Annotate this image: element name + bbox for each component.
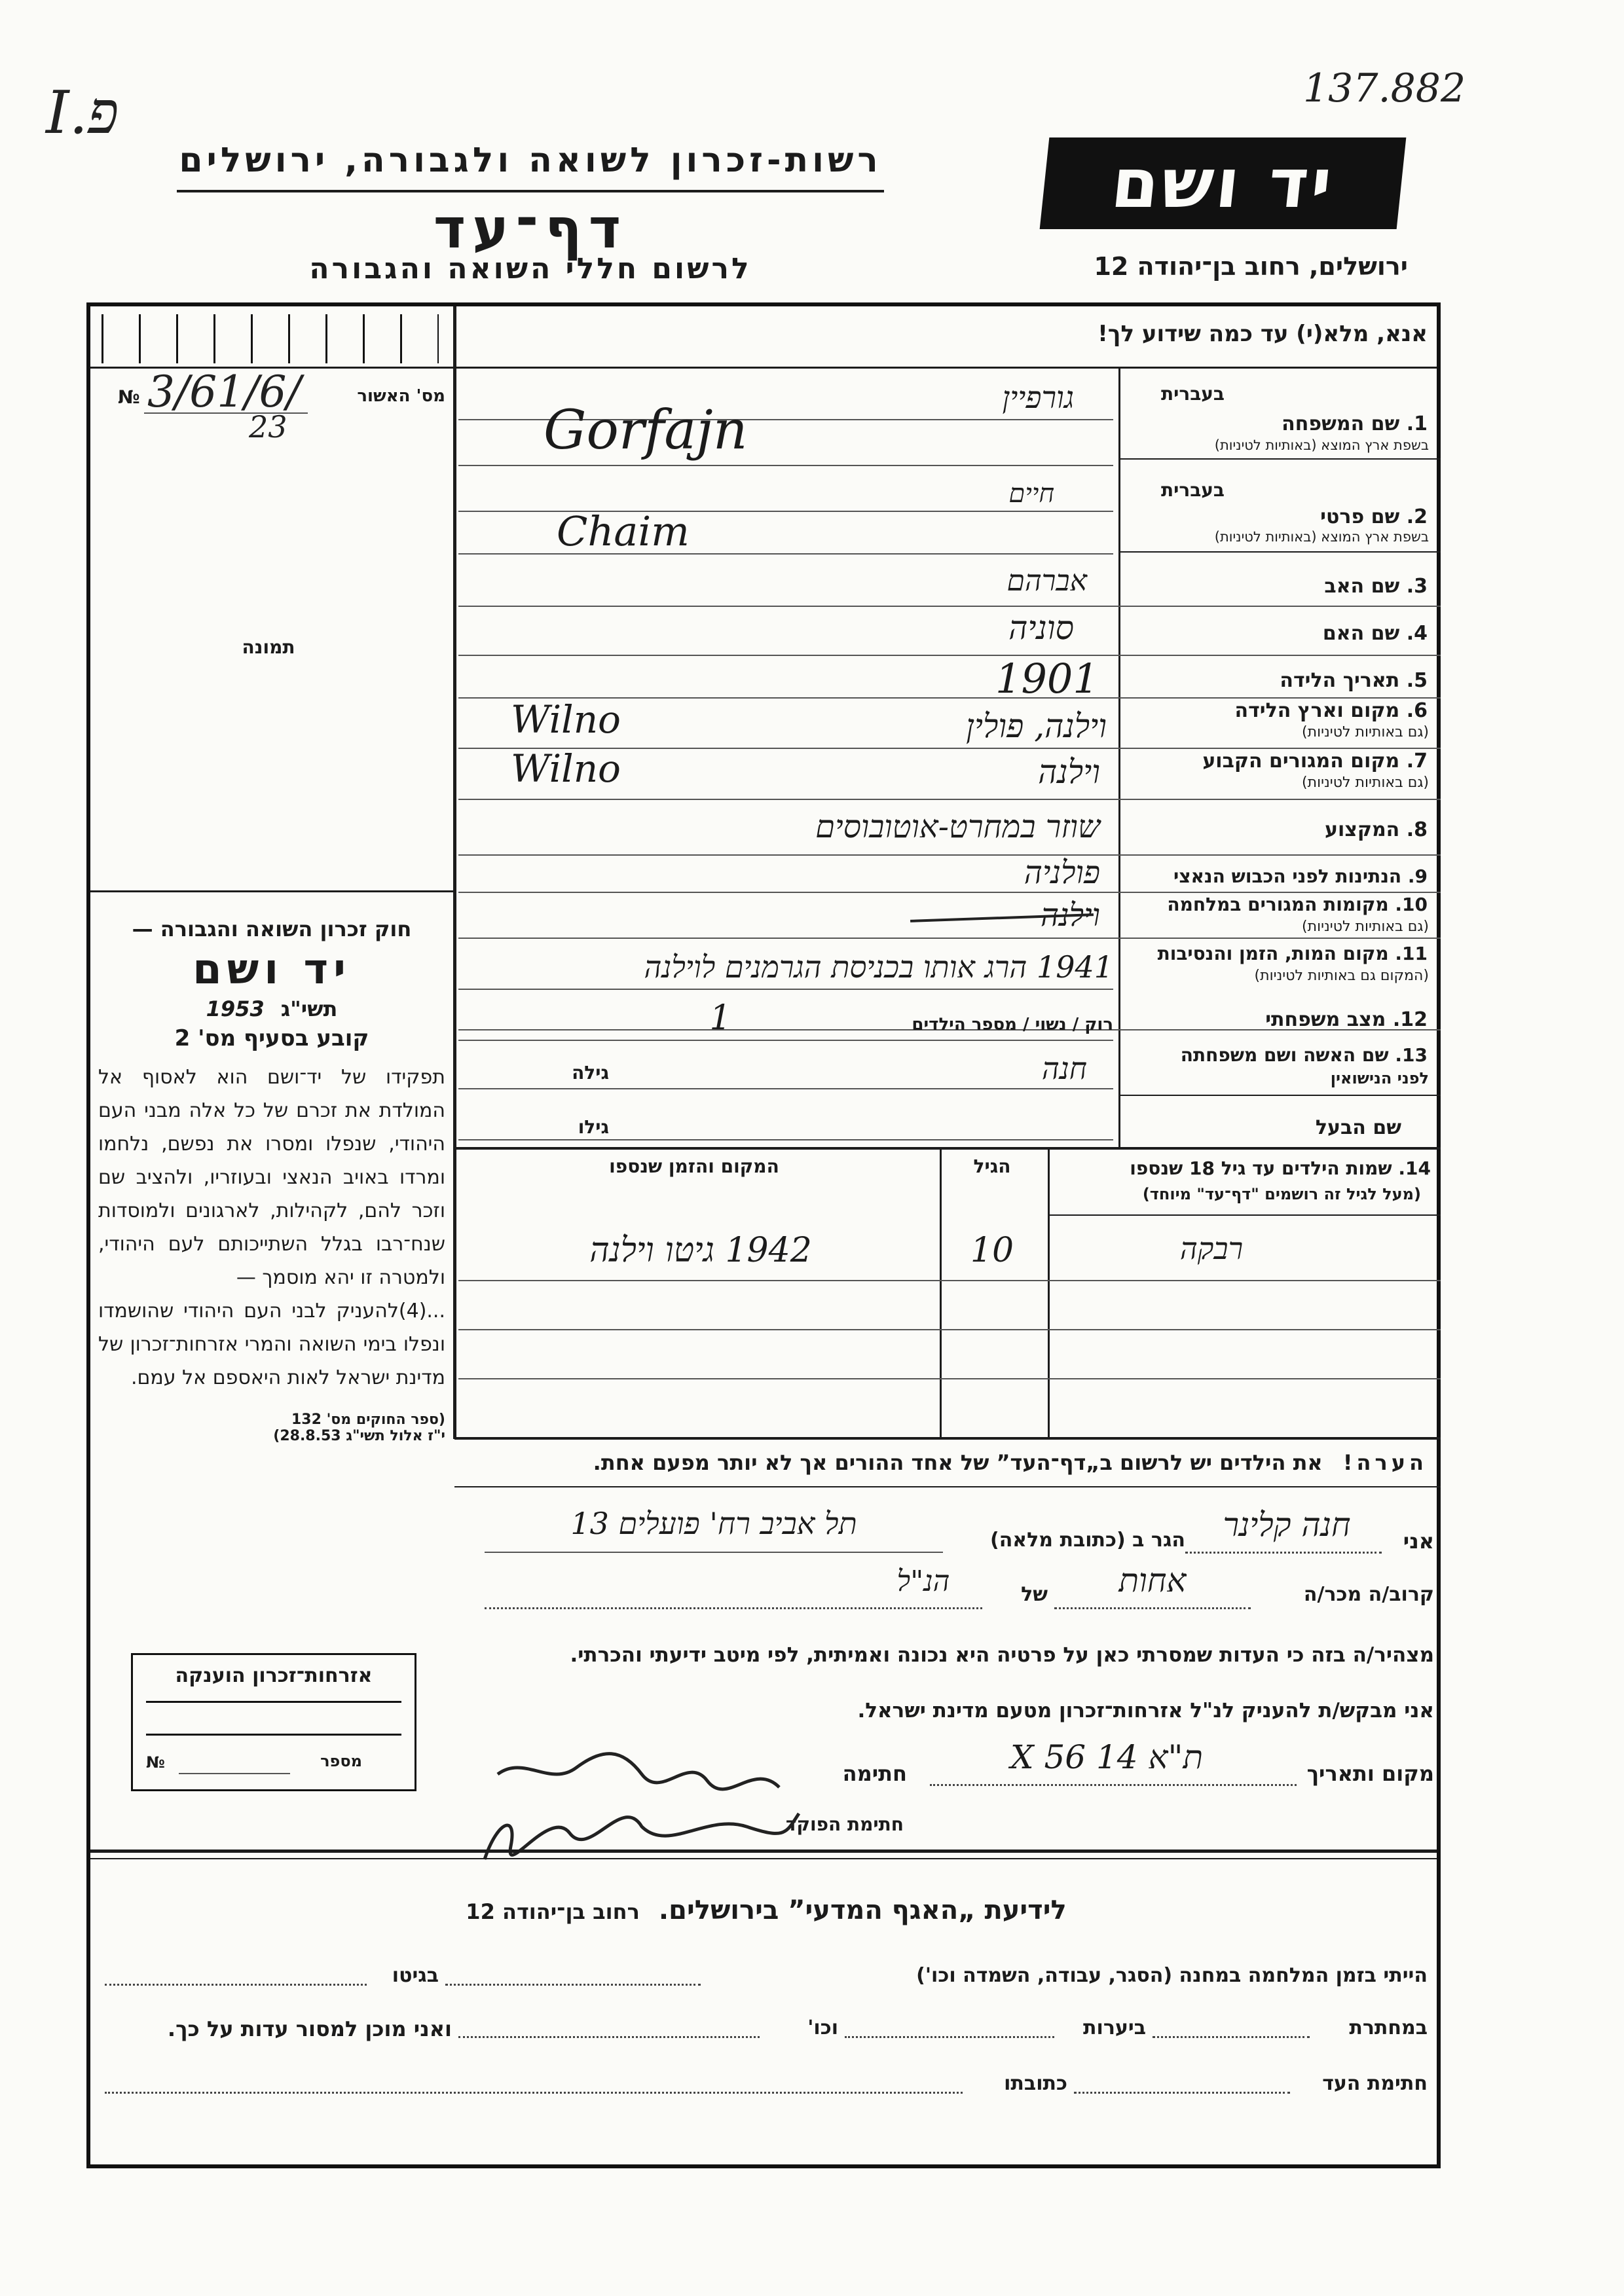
declaration-relation-line <box>1054 1607 1251 1609</box>
corner-mark-right: 137.882 <box>1303 65 1466 111</box>
field-9-label: 9. הנתינות לפני הכבוש הנאצי <box>1173 866 1428 887</box>
declaration-place-date-label: מקום ותאריך <box>1306 1761 1434 1786</box>
declaration-residing-label: הגר ב (כתובת מלאה) <box>989 1529 1185 1552</box>
form-title: דף־עד <box>433 196 628 261</box>
field-13-age-line <box>458 1088 530 1089</box>
field-6-value: וילנה, פולין <box>966 707 1107 745</box>
field-13-age-label: גילה <box>572 1062 609 1084</box>
info-top-rule-2 <box>90 1858 1437 1859</box>
info-camp-blank <box>445 1984 701 1986</box>
logo-text: יד ושם <box>1107 143 1338 223</box>
info-title: לידיעת „האגף המדעי” בירושלים. <box>658 1895 1067 1925</box>
children-place-header: המקום והזמן שנספו <box>609 1156 779 1177</box>
field-1-sub: בשפת ארץ המוצא (באותיות לטיניות) <box>1214 437 1429 453</box>
left-column-divider <box>453 306 456 1439</box>
declaration-address-line <box>485 1552 943 1553</box>
field-1-latin-line <box>458 465 1113 466</box>
row-line-1 <box>1120 458 1441 460</box>
husband-label: שם הבעל <box>1315 1116 1401 1139</box>
field-11-label: 11. מקום המות, הזמן והנסיבות <box>1157 943 1428 964</box>
declaration-relation-value: אחות <box>1118 1561 1187 1599</box>
field-13-label: 13. שם האשה ושם משפחתה <box>1180 1044 1428 1066</box>
children-title: 14. שמות הילדים עד גיל 18 שנספו <box>1130 1157 1431 1179</box>
law-title: חוק זכרון השואה והגבורה — <box>132 917 412 941</box>
law-block <box>98 917 445 1444</box>
info-underground-label: במחתרת <box>1349 2016 1428 2039</box>
field-13-value: חנה <box>1041 1051 1087 1086</box>
field-6-label: 6. מקום וארץ הלידה <box>1234 699 1428 722</box>
info-top-rule <box>90 1850 1437 1853</box>
info-address-label: כתובתו <box>1004 2072 1067 2095</box>
instruction-text: אנא, מלא(י) עד כמה שידוע לך! <box>1098 321 1428 347</box>
field-3-label: 3. שם האב <box>1324 575 1428 598</box>
law-body-2: ...(4)להעניק לבני העם היהודי שהושמדו ונפלו בימי השואה והמרי אזרחות־זכרון של מדינת ישראל לאות היאספם אל עמם. <box>98 1300 445 1389</box>
approval-number-sign: № <box>118 386 140 408</box>
row-line-13 <box>1120 1095 1441 1096</box>
field-1-latin-value: Gorfajn <box>544 399 748 462</box>
field-9-line <box>458 892 1441 893</box>
children-col-age-left <box>940 1149 942 1437</box>
declaration-officer-label: חתימת הפוקד <box>785 1813 904 1835</box>
field-5-value: 1901 <box>995 655 1099 702</box>
note-text: את הילדים יש לרשום ב„דף־העד” של אחד ההורים אך לא יותר מפעם אחת. <box>593 1450 1323 1475</box>
citizenship-number-line <box>179 1773 290 1774</box>
info-ghetto-blank <box>105 1984 367 1986</box>
children-row-line-3 <box>458 1378 1441 1379</box>
info-address-blank <box>105 2092 963 2094</box>
info-underground-blank <box>1153 2036 1310 2038</box>
law-hebrew-year: תשי"ג <box>280 996 338 1021</box>
field-9-value: פולניה <box>1024 854 1100 891</box>
field-6-sub: (גם באותיות לטיניות) <box>1302 724 1429 740</box>
citizenship-number-sign: № <box>146 1753 165 1772</box>
note-bottom-rule <box>454 1486 1441 1487</box>
field-10-sub: (גם באותיות לטיניות) <box>1302 919 1429 935</box>
child-1-age: 10 <box>970 1231 1014 1270</box>
field-11-value: 1941 הרג אותו בכניסת הגרמנים לוילנה <box>644 949 1113 985</box>
field-12-value: 1 <box>709 998 731 1038</box>
info-etc-label: וכו' <box>807 2016 838 2039</box>
field-4-line <box>458 655 1441 656</box>
label-column-divider <box>1118 368 1120 1148</box>
field-2-hebrew-value: חיים <box>1008 479 1054 509</box>
declaration-address-value: תל אביב רח' פועלים 13 <box>570 1506 857 1541</box>
law-citation-1: (ספר החוקים מס' 132 <box>291 1412 445 1428</box>
field-8-value: שוזר במחרט-אוטובוסים <box>815 809 1100 845</box>
info-witness-sig-blank <box>1074 2092 1290 2094</box>
children-row-line-2 <box>458 1329 1441 1330</box>
children-row-line-1 <box>458 1280 1441 1281</box>
field-5-label: 5. תאריך הלידה <box>1280 669 1428 692</box>
info-etc-blank <box>458 2036 760 2038</box>
law-year: 1953 <box>206 996 265 1021</box>
field-11-line-1 <box>458 989 1113 990</box>
approval-label: מס' האשור <box>357 386 445 406</box>
info-forests-blank <box>845 2036 1054 2038</box>
declaration-i-line <box>1185 1552 1382 1554</box>
declaration-signature-label: חתימה <box>842 1761 907 1786</box>
field-4-value: סוניה <box>1008 609 1074 647</box>
field-2-latin-line <box>458 553 1113 555</box>
declaration-place-date-value: ת"א 14 X 56 <box>1010 1738 1204 1776</box>
law-name: יד ושם <box>193 945 351 994</box>
field-4-label: 4. שם האם <box>1322 622 1428 645</box>
approval-number-sub: 23 <box>249 409 287 445</box>
photo-label: תמונה <box>242 636 295 658</box>
law-body: תפקידו של יד־ושם הוא לאסוף אל המולדת את זכרם של כל אלה מבני העם היהודי, שנפלו ומסרו את נפשם, נלחמו ומרדו באויב הנאצי ובעוזריו, ולהציב שם וזכר להם, לקהילות, לארגונים ולמוסדות שנח־רבו בגלל השתייכותם לעם היהודי, ולמטרה זו יהא מוסמך — <box>98 1066 445 1289</box>
field-2-latin-value: Chaim <box>557 507 690 555</box>
field-1-lang-tag: בעברית <box>1160 383 1225 405</box>
field-7-value: וילנה <box>1038 753 1100 791</box>
children-sub: (מעל לגיל זה רושמים "דף־עד" מיוחד) <box>1142 1185 1421 1203</box>
field-10-label: 10. מקומות המגורים במלחמה <box>1167 894 1428 915</box>
info-ghetto-label: בגיטו <box>392 1964 439 1987</box>
children-col-age-right <box>1048 1149 1050 1437</box>
form-subtitle: לרשום חללי השואה והגבורה <box>309 252 752 285</box>
info-ready-label: ואני מוכן למסור עדות על כך. <box>167 2016 452 2041</box>
citizenship-box <box>131 1653 416 1791</box>
declaration-of-value: הנ"ל <box>896 1565 950 1598</box>
field-11-sub: (המקום גם באותיות לטיניות) <box>1254 968 1429 984</box>
declaration-request: אני מבקש/ת להעניק לנ"ל אזרחות־זכרון מטעם מדינת ישראל. <box>857 1699 1434 1722</box>
corner-mark-left: I.פ <box>46 79 119 147</box>
field-1-hebrew-value: גורפיין <box>1002 380 1074 415</box>
field-6-latin-value: Wilno <box>511 697 621 742</box>
info-camp-line: הייתי בזמן המלחמה במחנה (הסגר, עבודה, השמדה וכו') <box>916 1964 1428 1987</box>
law-citation-2: י"ז אלול תשי"ג 28.8.53) <box>273 1428 445 1444</box>
field-1-label: 1. שם המשפחה <box>1282 412 1428 435</box>
witness-signature <box>498 1754 779 1789</box>
field-2-label: 2. שם פרטי <box>1320 505 1428 528</box>
field-2-lang-tag: בעברית <box>1160 479 1225 501</box>
info-witness-sig-label: חתימת העד <box>1322 2072 1428 2095</box>
declaration-i-label: אני <box>1403 1529 1434 1554</box>
address-line: ירושלים, רחוב בן־יהודה 12 <box>1094 252 1408 281</box>
field-7-latin-value: Wilno <box>511 746 621 791</box>
child-1-place: 1942 גיטו וילנה <box>589 1231 812 1270</box>
children-age-header: הגיל <box>973 1156 1011 1177</box>
note-row <box>458 1450 1428 1475</box>
approval-number: 3/61/6/ <box>147 367 301 417</box>
child-1-name: רבקה <box>1179 1231 1244 1266</box>
authority-underline <box>177 190 884 192</box>
note-label: הערה! <box>1342 1450 1428 1475</box>
row-line-2 <box>1120 551 1441 553</box>
declaration-statement: מצהיר/ה בזה כי העדות שמסרתי כאן על פרטיה היא נכונה ואמיתית, לפי מיטב ידיעתי והכרתי. <box>570 1643 1434 1667</box>
field-7-label: 7. מקום המגורים הקבוע <box>1202 750 1428 773</box>
husband-line <box>458 1139 1113 1140</box>
field-12-line <box>458 1040 1113 1041</box>
field-7-line <box>458 799 1441 800</box>
children-header-rule <box>1050 1214 1441 1216</box>
declaration-relation-label: קרוב/ה מכר/ה <box>1303 1583 1434 1606</box>
law-section: קובע בסעיף מס' 2 <box>174 1025 369 1051</box>
declaration-of-line <box>485 1607 982 1609</box>
info-forests-label: ביערות <box>1083 2016 1146 2039</box>
field-10-value: וילנה <box>1040 897 1100 934</box>
declaration-i-value: חנה קלינר <box>1223 1506 1351 1544</box>
field-13-line <box>458 1088 1113 1089</box>
photo-bottom-rule <box>90 890 454 892</box>
citizenship-number-label: מספר <box>320 1752 362 1770</box>
field-3-value: אברהם <box>1006 564 1087 598</box>
field-8-label: 8. המקצוע <box>1324 818 1428 841</box>
field-10-line <box>458 938 1441 939</box>
info-heading <box>327 1895 1205 1925</box>
husband-age-label: גילו <box>578 1116 609 1138</box>
children-top-rule <box>454 1147 1441 1150</box>
field-7-sub: (גם באותיות לטיניות) <box>1302 774 1429 791</box>
note-top-rule <box>454 1437 1441 1440</box>
number-boxes <box>101 314 439 363</box>
field-12-options: רוק / נשוי / מספר הילדים <box>912 1015 1113 1034</box>
declaration-place-date-line <box>930 1784 1297 1786</box>
field-13-sub: לפני הנישואין <box>1330 1069 1429 1087</box>
citizenship-box-title: אזרחות־זכרון הוענקה <box>175 1664 373 1687</box>
declaration-of-label: של <box>1021 1583 1048 1606</box>
yad-vashem-logo <box>1040 137 1407 229</box>
field-3-line <box>458 606 1441 607</box>
field-12-label: 12. מצב משפחתי <box>1265 1008 1428 1031</box>
info-address: רחוב בן־יהודה 12 <box>466 1899 640 1924</box>
field-2-sub: בשפת ארץ המוצא (באותיות לטיניות) <box>1214 529 1429 545</box>
authority-line: רשות-זכרון לשואה ולגבורה, ירושלים <box>179 141 882 180</box>
